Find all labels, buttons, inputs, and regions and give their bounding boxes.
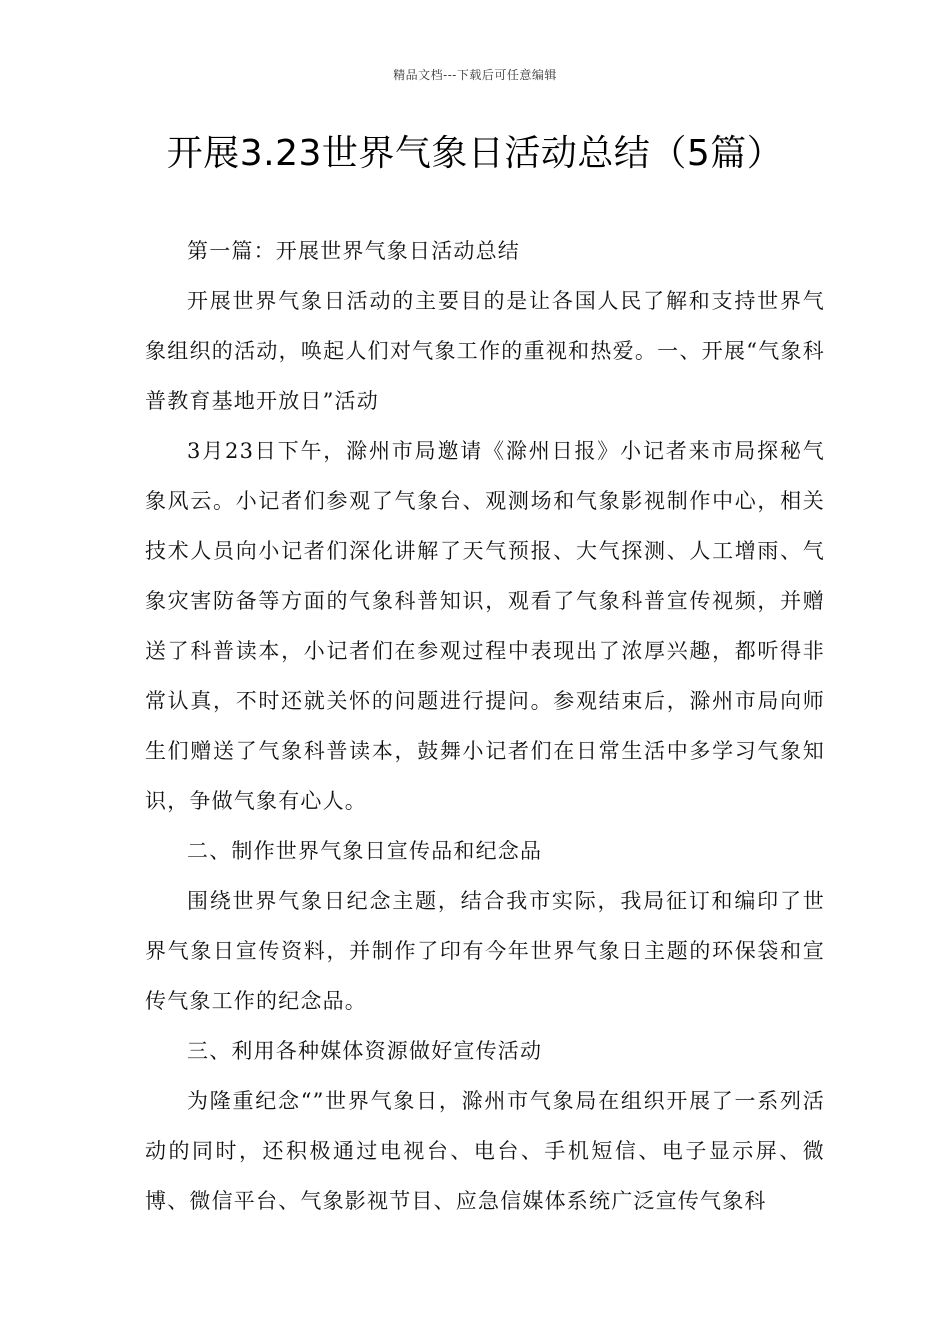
section-heading-2: 二、制作世界气象日宣传品和纪念品 xyxy=(187,839,543,863)
document-body xyxy=(145,226,825,1226)
section-heading-3: 三、利用各种媒体资源做好宣传活动 xyxy=(187,1039,543,1063)
paragraph-souvenirs: 围绕世界气象日纪念主题，结合我市实际，我局征订和编印了世界气象日宣传资料，并制作了印有今年世界气象日主题的环保袋和宣传气象工作的纪念品。 xyxy=(145,889,825,1013)
paragraph-media: 为隆重纪念“”世界气象日，滁州市气象局在组织开展了一系列活动的同时，还积极通过电视台、电台、手机短信、电子显示屏、微博、微信平台、气象影视节目、应急信媒体系统广泛宣传气象科 xyxy=(145,1089,825,1213)
section-heading-1: 第一篇：开展世界气象日活动总结 xyxy=(187,239,520,263)
paragraph-open-day: 3月23日下午，滁州市局邀请《滁州日报》小记者来市局探秘气象风云。小记者们参观了气象台、观测场和气象影视制作中心，相关技术人员向小记者们深化讲解了天气预报、大气探测、人工增雨、气象灾害防备等方面的气象科普知识，观看了气象科普宣传视频，并赠送了科普读本，小记者们在参观过程中表现出了浓厚兴趣，都听得非常认真，不时还就关怀的问题进行提问。参观结束后，滁州市局向师生们赠送了气象科普读本，鼓舞小记者们在日常生活中多学习气象知识，争做气象有心人。 xyxy=(145,439,825,813)
document-title: 开展3.23世界气象日活动总结（5篇） xyxy=(166,133,784,174)
paragraph-intro: 开展世界气象日活动的主要目的是让各国人民了解和支持世界气象组织的活动，唤起人们对气象工作的重视和热爱。一、开展“气象科普教育基地开放日”活动 xyxy=(145,289,825,413)
header-note: 精品文档---下载后可任意编辑 xyxy=(393,68,557,82)
